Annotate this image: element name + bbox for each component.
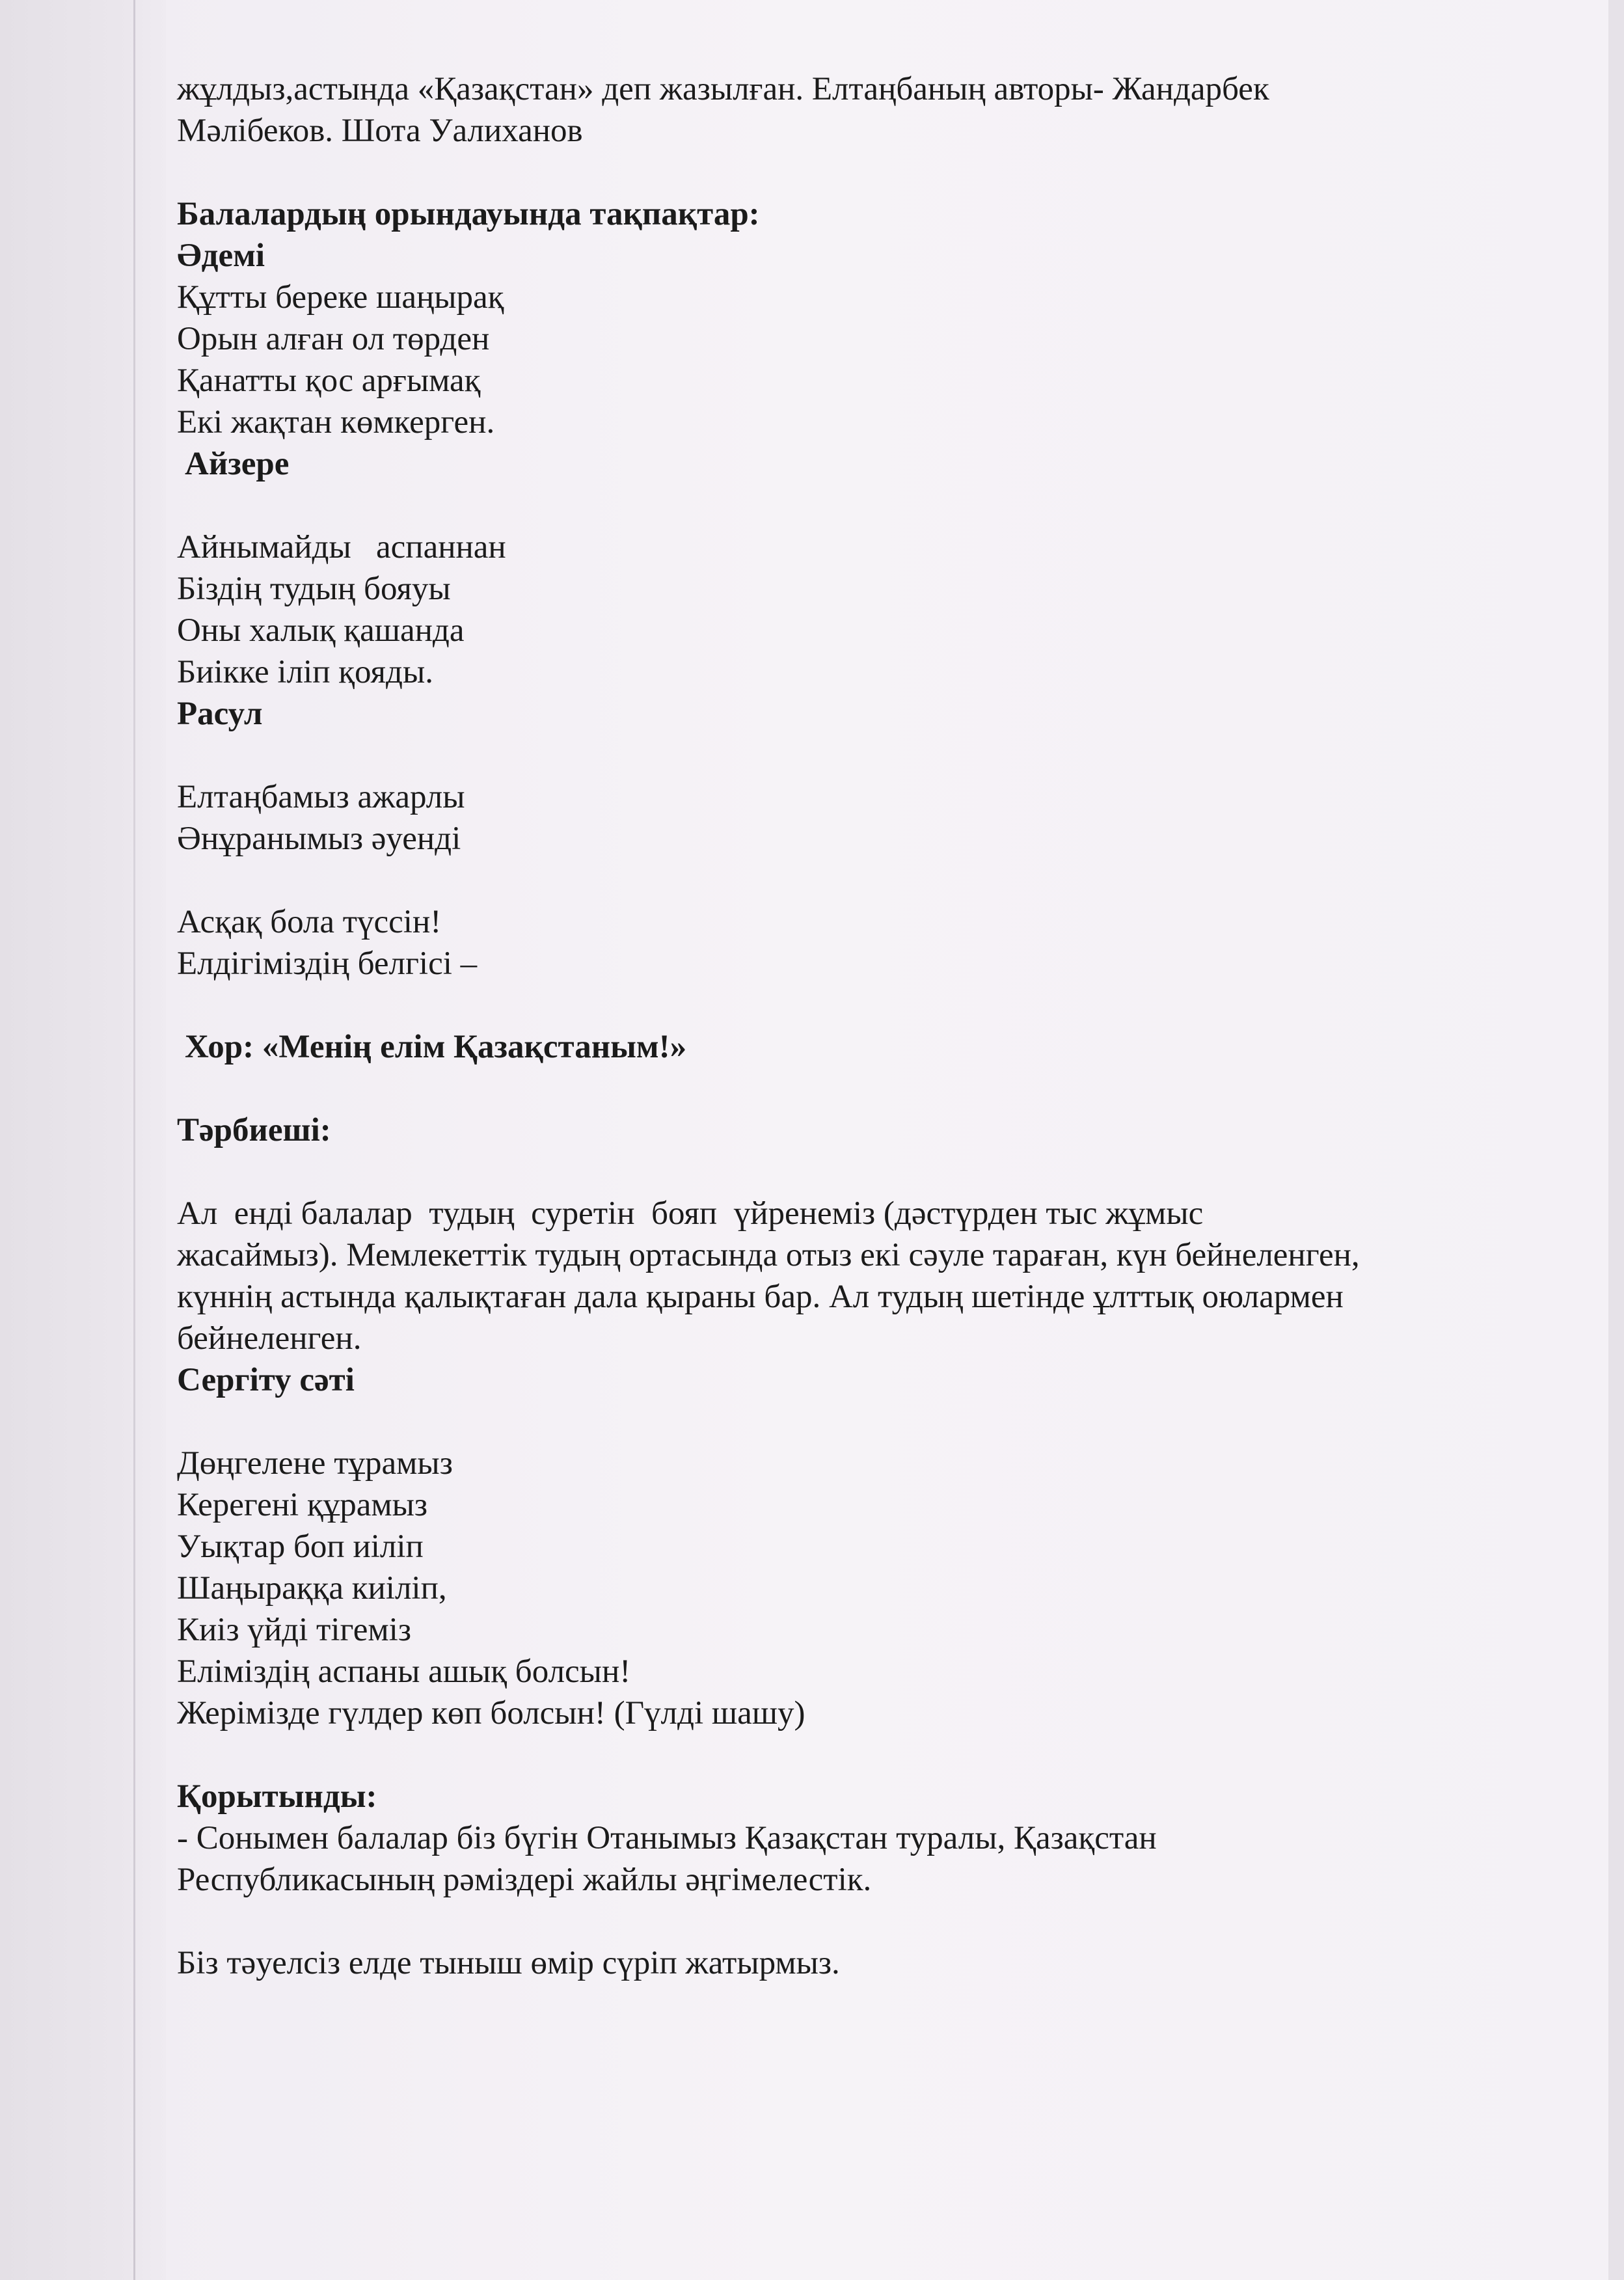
teacher-text-line: бейнеленген. [177,1320,362,1357]
teacher-text-line: Ал енді балалар тудың суретін бояп үйренеміз (дәстүрден тыс жұмыс [177,1195,1204,1232]
document-body [177,68,1543,1984]
exercise-line: Еліміздің аспаны ашық болсын! [177,1653,631,1690]
poem2-line: Айнымайды аспаннан [177,529,506,565]
page-fold-line [133,0,135,2280]
poem1-line: Екі жақтан көмкерген. [177,404,495,441]
teacher-text-line: жасаймыз). Мемлекеттік тудың ортасында отыз екі сәуле тараған, күн бейнеленген, [177,1237,1360,1273]
poem2-line: Биікке іліп қояды. [177,654,433,690]
right-page-edge [1608,0,1624,2280]
poem2-line: Біздің тудың бояуы [177,571,451,607]
exercise-label: Сергіту сәті [177,1362,355,1398]
poem3-line: Елтаңбамыз ажарлы [177,779,465,815]
poem1-line: Қанатты қос арғымақ [177,362,481,399]
poem3-line: Әнұранымыз әуенді [177,821,461,857]
exercise-line: Киіз үйді тігеміз [177,1612,411,1648]
poem2-name: Айзере [185,446,290,482]
conclusion-label: Қорытынды: [177,1778,377,1815]
poem2-line: Оны халық қашанда [177,612,465,649]
adjacent-page-strip [0,0,166,2280]
poem3-line: Елдігіміздің белгісі – [177,945,478,982]
exercise-line: Жерімізде гүлдер көп болсын! (Гүлді шашу) [177,1695,805,1731]
exercise-line: Дөңгелене тұрамыз [177,1445,453,1482]
conclusion-final: Біз тәуелсіз елде тыныш өмір сүріп жатырмыз. [177,1945,840,1981]
intro-line-1: жұлдыз,астында «Қазақстан» деп жазылған. Елтаңбаның авторы- Жандарбек [177,71,1269,107]
poem3-line: Асқақ бола түссін! [177,904,442,940]
intro-line-2: Мәлібеков. Шота Уалиханов [177,113,583,149]
teacher-label: Тәрбиеші: [177,1112,331,1148]
teacher-text-line: күннің астында қалықтаған дала қыраны бар. Ал тудың шетінде ұлттық оюлармен [177,1279,1344,1315]
choir-heading: Хор: «Менің елім Қазақстаным!» [185,1029,687,1065]
poem3-name: Расул [177,696,263,732]
conclusion-line: - Сонымен балалар біз бүгін Отанымыз Қазақстан туралы, Қазақстан [177,1820,1157,1856]
conclusion-line: Республикасының рәміздері жайлы әңгімелестік. [177,1862,872,1898]
poem1-line: Орын алған ол төрден [177,321,490,357]
poem1-name: Әдемі [177,238,265,274]
exercise-line: Керегені құрамыз [177,1487,428,1523]
exercise-line: Уықтар боп иіліп [177,1528,424,1565]
exercise-line: Шаңыраққа киіліп, [177,1570,447,1607]
poems-heading: Балалардың орындауында тақпақтар: [177,196,760,232]
poem1-line: Құтты береке шаңырақ [177,279,504,316]
